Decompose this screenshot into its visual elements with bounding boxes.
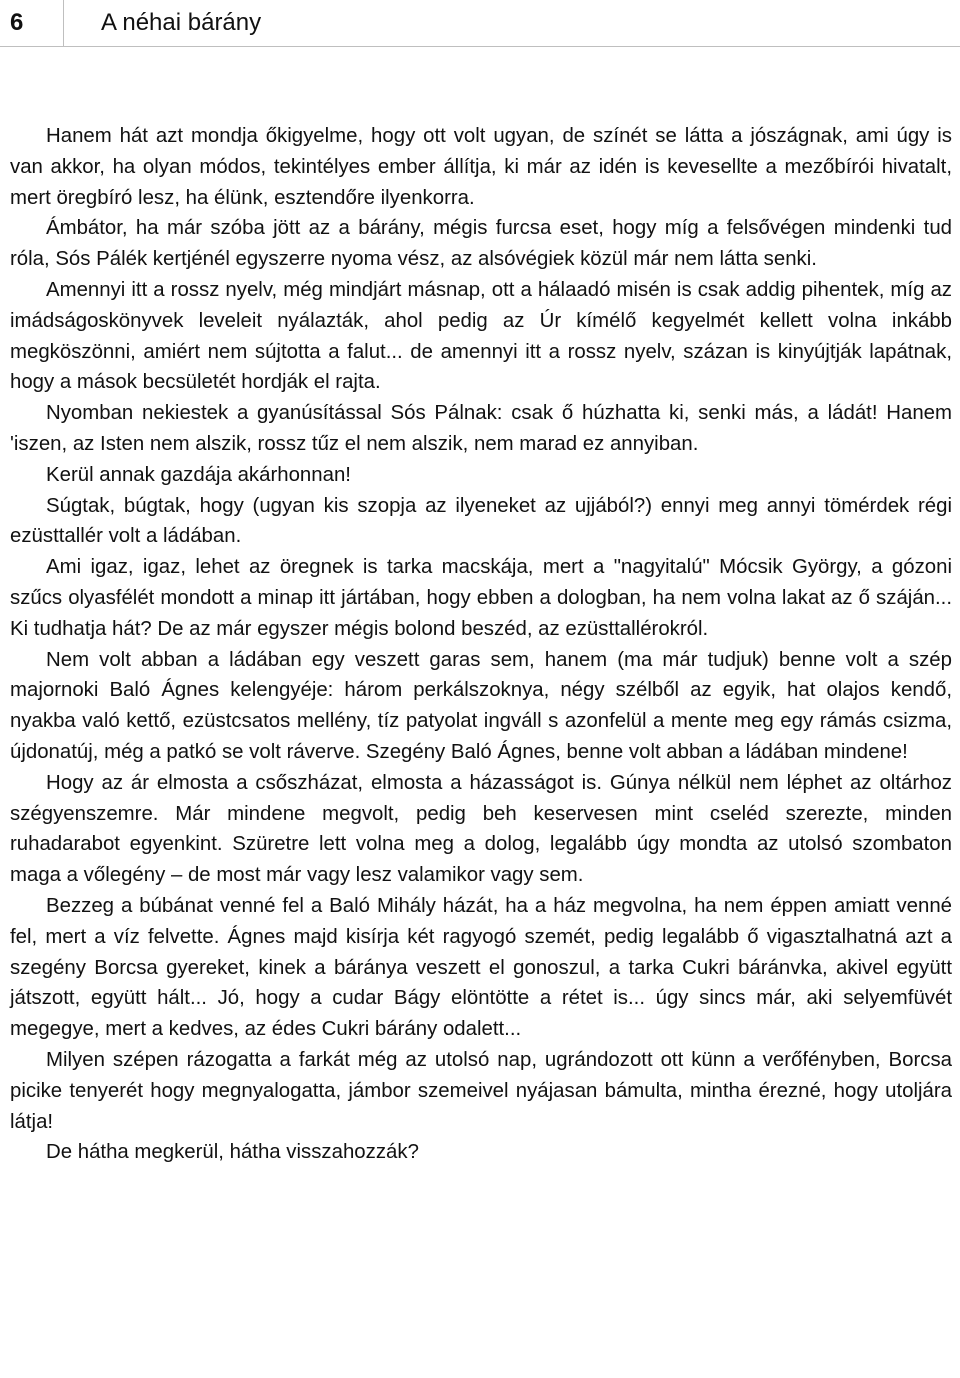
header-divider [63, 0, 64, 47]
paragraph: Amennyi itt a rossz nyelv, még mindjárt másnap, ott a hálaadó misén is csak addig pihentek, míg az imádságoskönyvek leveleit nyálazták, ahol pedig az Úr kímélő kegyelmét kellett volna inkább megköszönni, amiért nem sújtotta a falut... de amennyi itt a rossz nyelv, százan is kinyújtják lapátnak, hogy a mások becsületét hordják el rajta. [10, 278, 952, 394]
paragraph: Hanem hát azt mondja őkigyelme, hogy ott volt ugyan, de színét se látta a jószágnak, ami úgy is van akkor, ha olyan módos, tekintélyes ember állítja, ki már az idén is kevesellte a mezőbírói hivatalt, mert öregbíró lesz, ha élünk, esztendőre ilyenkorra. [10, 125, 952, 209]
paragraph: Kerül annak gazdája akárhonnan! [46, 463, 351, 486]
paragraph: Nyomban nekiestek a gyanúsítással Sós Pálnak: csak ő húzhatta ki, senki más, a ládát! Hanem 'iszen, az Isten nem alszik, rossz tűz el nem alszik, nem marad ez annyiban. [10, 402, 952, 455]
paragraph: Súgtak, búgtak, hogy (ugyan kis szopja az ilyeneket az ujjából?) ennyi meg annyi tömérdek régi ezüsttallér volt a ládában. [10, 494, 952, 548]
paragraph: Nem volt abban a ládában egy veszett garas sem, hanem (ma már tudjuk) benne volt a szép majornoki Baló Ágnes kelengyéje: három perkálszoknya, négy szélből az egyik, hat olajos kendő, nyakba való kettő, ezüstcsatos mellény, tíz patyolat ingváll s azonfelül a mente meg egy rámás csizma, újdonatúj, még a patkó se volt ráverve. Szegény Baló Ágnes, benne volt abban a ládában mindene! [10, 648, 952, 763]
header-rule [0, 46, 960, 47]
body-text [10, 121, 952, 1168]
paragraph: De hátha megkerül, hátha visszahozzák? [46, 1141, 419, 1164]
paragraph: Ámbátor, ha már szóba jött az a bárány, mégis furcsa eset, hogy míg a felsővégen mindenki tud róla, Sós Pálék kertjénél egyszerre nyoma vész, az alsóvégiek közül már nem látta senki. [10, 217, 952, 271]
paragraph: Bezzeg a búbánat venné fel a Baló Mihály házát, ha a ház megvolna, ha nem éppen amiatt venné fel, mert a víz felvette. Ágnes majd kisírja két ragyogó szemét, pedig legalább ő vigasztalhatná azt a szegény Borcsa gyereket, kinek a báránya veszett el gonoszul, a tarka Cukri báránvka, akivel együtt játszott, együtt hált... Jó, hogy a cudar Bágy elöntötte a rétet is... úgy sincs már, aki selyemfüvét megegye, mert a kedves, az édes Cukri bárány odalett... [10, 894, 952, 1041]
paragraph: Milyen szépen rázogatta a farkát még az utolsó nap, ugrándozott ott künn a verőfényben, Borcsa picike tenyerét hogy megnyalogatta, jámbor szemeivel nyájasan bámulta, mintha érezné, hogy utoljára látja! [10, 1048, 952, 1133]
running-header [0, 0, 960, 47]
page-number: 6 [10, 9, 24, 36]
paragraph: Hogy az ár elmosta a csőszházat, elmosta a házasságot is. Gúnya nélkül nem léphet az oltárhoz szégyenszemre. Már mindene megvolt, pedig beh keservesen mint cseléd szerezte, minden ruhadarabot egyenkint. Szüretre lett volna meg a dolog, legalább úgy mondta az utolsó szombaton maga a vőlegény – de most már vagy lesz valamikor vagy sem. [10, 771, 952, 887]
paragraph: Ami igaz, igaz, lehet az öregnek is tarka macskája, mert a "nagyitalú" Mócsik György, a gózoni szűcs olyasfélét mondott a minap itt jártában, hogy ebben a dologban, ha nem volna lakat az ő száján... Ki tudhatja hát? De az már egyszer mégis bolond beszéd, az ezüsttallérokról. [10, 556, 952, 640]
running-title: A néhai bárány [101, 9, 262, 36]
